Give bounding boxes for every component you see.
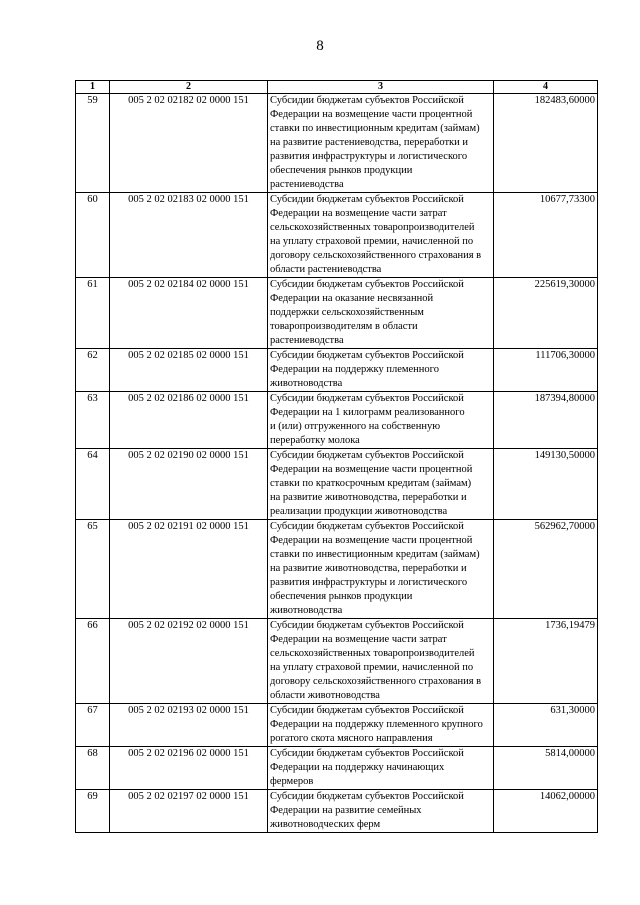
description-line: Федерации на 1 килограмм реализованного (270, 407, 465, 418)
description-line: Федерации на развитие семейных (270, 805, 422, 816)
description-line: договору сельскохозяйственного страхования в (270, 250, 482, 261)
description-line: переработку молока (270, 435, 360, 446)
amount-value: 149130,50000 (494, 449, 598, 520)
budget-code: 005 2 02 02190 02 0000 151 (110, 449, 268, 520)
description-line: Субсидии бюджетам субъектов Российской (270, 279, 464, 290)
amount-value: 1736,19479 (494, 619, 598, 704)
subsidy-description (268, 747, 494, 790)
subsidy-description (268, 349, 494, 392)
subsidy-description (268, 392, 494, 449)
table-row (76, 704, 598, 747)
description-line: животноводства (270, 378, 343, 389)
description-line: фермеров (270, 776, 314, 787)
row-number: 69 (76, 790, 110, 833)
row-number: 67 (76, 704, 110, 747)
description-line: на развитие растениеводства, переработки и (270, 137, 469, 148)
amount-value: 10677,73300 (494, 193, 598, 278)
description-line: Федерации на поддержку начинающих (270, 762, 445, 773)
description-line: Субсидии бюджетам субъектов Российской (270, 393, 464, 404)
description-line: животноводческих ферм (270, 819, 381, 830)
subsidy-description (268, 449, 494, 520)
description-line: Федерации на оказание несвязанной (270, 293, 434, 304)
row-number: 63 (76, 392, 110, 449)
description-line: развития инфраструктуры и логистического (270, 577, 468, 588)
table-row (76, 278, 598, 349)
description-line: ставки по краткосрочным кредитам (займам) (270, 478, 472, 489)
description-line: Субсидии бюджетам субъектов Российской (270, 194, 464, 205)
table-row (76, 392, 598, 449)
amount-value: 631,30000 (494, 704, 598, 747)
description-line: области животноводства (270, 690, 380, 701)
budget-code: 005 2 02 02191 02 0000 151 (110, 520, 268, 619)
description-line: Субсидии бюджетам субъектов Российской (270, 95, 464, 106)
table-row (76, 520, 598, 619)
amount-value: 562962,70000 (494, 520, 598, 619)
row-number: 66 (76, 619, 110, 704)
amount-value: 111706,30000 (494, 349, 598, 392)
description-line: договору сельскохозяйственного страхования в (270, 676, 482, 687)
description-line: Федерации на поддержку племенного (270, 364, 439, 375)
budget-code: 005 2 02 02192 02 0000 151 (110, 619, 268, 704)
table-row (76, 193, 598, 278)
budget-code: 005 2 02 02196 02 0000 151 (110, 747, 268, 790)
subsidy-description (268, 193, 494, 278)
description-line: и (или) отгруженного на собственную (270, 421, 441, 432)
description-line: поддержки сельскохозяйственным (270, 307, 424, 318)
description-line: Субсидии бюджетам субъектов Российской (270, 748, 464, 759)
budget-code: 005 2 02 02182 02 0000 151 (110, 94, 268, 193)
subsidy-description (268, 94, 494, 193)
description-line: рогатого скота мясного направления (270, 733, 433, 744)
table-row (76, 449, 598, 520)
budget-code: 005 2 02 02184 02 0000 151 (110, 278, 268, 349)
column-header-3: 3 (268, 81, 494, 94)
description-line: Субсидии бюджетам субъектов Российской (270, 705, 464, 716)
table-body (76, 94, 598, 833)
description-line: на развитие животноводства, переработки и (270, 563, 467, 574)
description-line: на уплату страховой премии, начисленной по (270, 662, 474, 673)
table-row (76, 619, 598, 704)
row-number: 65 (76, 520, 110, 619)
description-line: реализации продукции животноводства (270, 506, 448, 517)
row-number: 60 (76, 193, 110, 278)
budget-code: 005 2 02 02197 02 0000 151 (110, 790, 268, 833)
description-line: Федерации на возмещение части затрат (270, 208, 447, 219)
amount-value: 14062,00000 (494, 790, 598, 833)
description-line: на уплату страховой премии, начисленной по (270, 236, 474, 247)
table-row (76, 94, 598, 193)
budget-code: 005 2 02 02193 02 0000 151 (110, 704, 268, 747)
description-line: Субсидии бюджетам субъектов Российской (270, 521, 464, 532)
subsidy-description (268, 278, 494, 349)
description-line: Субсидии бюджетам субъектов Российской (270, 791, 464, 802)
description-line: животноводства (270, 605, 343, 616)
description-line: развития инфраструктуры и логистического (270, 151, 468, 162)
row-number: 68 (76, 747, 110, 790)
subsidy-description (268, 520, 494, 619)
description-line: растениеводства (270, 335, 344, 346)
description-line: обеспечения рынков продукции (270, 591, 413, 602)
description-line: Федерации на возмещение части процентной (270, 109, 473, 120)
row-number: 59 (76, 94, 110, 193)
description-line: Федерации на возмещение части процентной (270, 535, 473, 546)
table-header (76, 81, 598, 94)
subsidy-description (268, 619, 494, 704)
description-line: Субсидии бюджетам субъектов Российской (270, 620, 464, 631)
budget-table (75, 80, 598, 833)
description-line: Федерации на возмещение части затрат (270, 634, 447, 645)
description-line: ставки по инвестиционным кредитам (займам) (270, 549, 480, 560)
row-number: 61 (76, 278, 110, 349)
description-line: ставки по инвестиционным кредитам (займам) (270, 123, 480, 134)
table-row (76, 747, 598, 790)
subsidy-description (268, 790, 494, 833)
column-header-1: 1 (76, 81, 110, 94)
amount-value: 225619,30000 (494, 278, 598, 349)
description-line: обеспечения рынков продукции (270, 165, 413, 176)
row-number: 64 (76, 449, 110, 520)
subsidy-description (268, 704, 494, 747)
amount-value: 187394,80000 (494, 392, 598, 449)
description-line: на развитие животноводства, переработки и (270, 492, 467, 503)
description-line: области растениеводства (270, 264, 382, 275)
description-line: Федерации на поддержку племенного крупного (270, 719, 483, 730)
description-line: растениеводства (270, 179, 344, 190)
table-row (76, 790, 598, 833)
budget-code: 005 2 02 02186 02 0000 151 (110, 392, 268, 449)
page-number: 8 (316, 38, 324, 54)
description-line: Субсидии бюджетам субъектов Российской (270, 450, 464, 461)
amount-value: 182483,60000 (494, 94, 598, 193)
column-header-4: 4 (494, 81, 598, 94)
description-line: сельскохозяйственных товаропроизводителей (270, 648, 475, 659)
table-row (76, 349, 598, 392)
description-line: Субсидии бюджетам субъектов Российской (270, 350, 464, 361)
header-row (76, 81, 598, 94)
description-line: сельскохозяйственных товаропроизводителей (270, 222, 475, 233)
budget-code: 005 2 02 02185 02 0000 151 (110, 349, 268, 392)
row-number: 62 (76, 349, 110, 392)
column-header-2: 2 (110, 81, 268, 94)
description-line: Федерации на возмещение части процентной (270, 464, 473, 475)
budget-code: 005 2 02 02183 02 0000 151 (110, 193, 268, 278)
description-line: товаропроизводителям в области (270, 321, 418, 332)
amount-value: 5814,00000 (494, 747, 598, 790)
